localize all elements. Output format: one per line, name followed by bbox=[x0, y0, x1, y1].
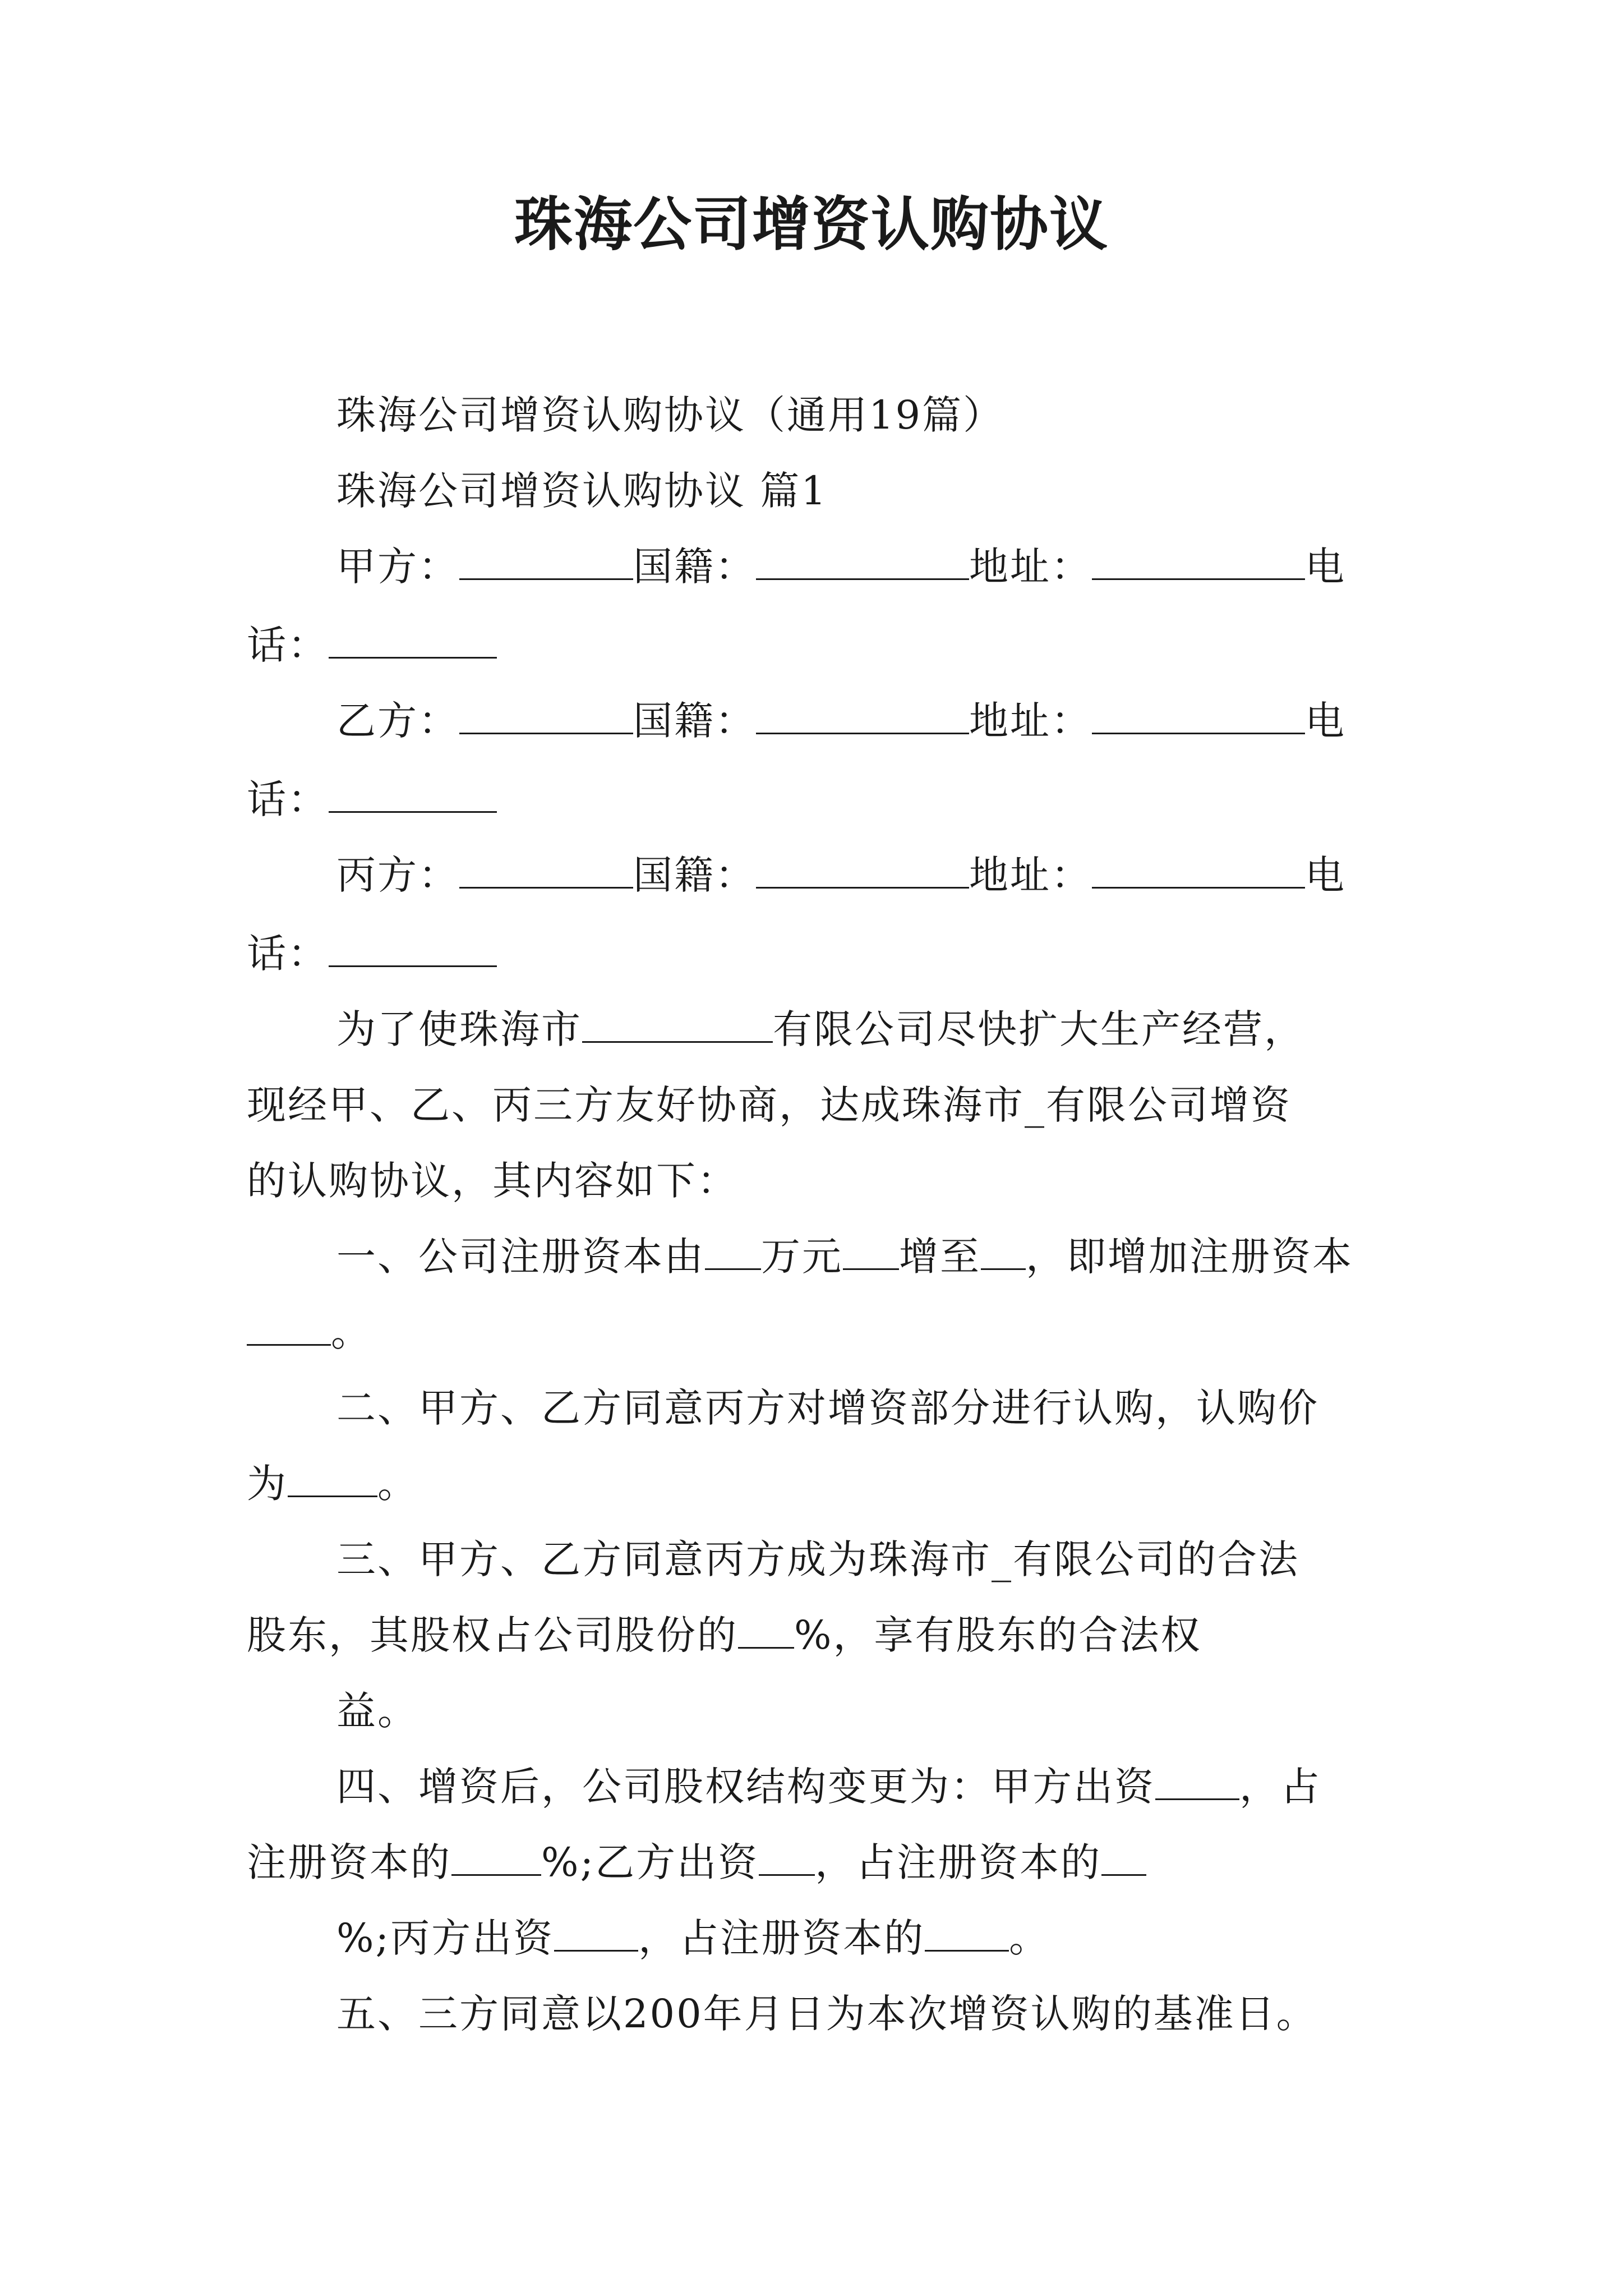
party-a-name-blank bbox=[459, 539, 633, 580]
clause-4-line-1 bbox=[336, 1759, 1321, 1815]
clause-1-text-e: 。 bbox=[331, 1309, 372, 1355]
clause-3-line-2 bbox=[247, 1607, 1202, 1663]
party-c-line bbox=[336, 847, 1346, 903]
clause-1-line-1 bbox=[336, 1228, 1353, 1285]
clause-2-price-blank bbox=[288, 1456, 377, 1497]
clause-4-text-b: ，占 bbox=[1239, 1764, 1321, 1810]
party-a-line bbox=[336, 539, 1346, 595]
clause-1-blank-target bbox=[981, 1229, 1026, 1270]
party-b-phone-label-start: 电 bbox=[1305, 698, 1346, 744]
clause-4-line-3 bbox=[336, 1910, 1050, 1966]
clause-4-line-2 bbox=[247, 1834, 1146, 1890]
clause-4-party-c-percent-blank bbox=[925, 1911, 1009, 1952]
clause-4-text-f: %;丙方出资 bbox=[336, 1915, 555, 1961]
party-b-label: 乙方： bbox=[336, 698, 459, 744]
clause-2-text-a: 为 bbox=[247, 1461, 288, 1507]
party-a-address-blank bbox=[1092, 539, 1305, 580]
clause-1-text-a: 一、公司注册资本由 bbox=[336, 1234, 705, 1280]
clause-4-party-a-capital-blank bbox=[1155, 1759, 1239, 1800]
party-c-phone-label-end: 话： bbox=[247, 931, 329, 977]
party-b-name-blank bbox=[459, 693, 633, 734]
party-a-address-label: 地址： bbox=[969, 544, 1092, 590]
party-a-phone-label-start: 电 bbox=[1305, 544, 1346, 590]
clause-3-line-3: 益。 bbox=[336, 1688, 418, 1734]
clause-4-party-b-percent-blank bbox=[1101, 1835, 1146, 1876]
clause-1-line-2 bbox=[247, 1304, 372, 1360]
party-c-address-label: 地址： bbox=[969, 852, 1092, 898]
clause-4-party-a-percent-blank bbox=[451, 1835, 541, 1876]
party-c-nationality-label: 国籍： bbox=[633, 852, 756, 898]
party-b-phone-line bbox=[247, 771, 497, 827]
party-b-address-label: 地址： bbox=[969, 698, 1092, 744]
party-a-phone-blank bbox=[329, 618, 497, 659]
party-a-label: 甲方： bbox=[336, 544, 459, 590]
clause-1-blank-increase bbox=[247, 1305, 331, 1346]
clause-1-blank-new bbox=[843, 1229, 899, 1270]
clause-4-text-a: 四、增资后，公司股权结构变更为：甲方出资 bbox=[336, 1764, 1155, 1810]
clause-5-line: 五、三方同意以200年月日为本次增资认购的基准日。 bbox=[336, 1991, 1317, 2037]
party-a-nationality-label: 国籍： bbox=[633, 544, 756, 590]
clause-3-share-blank bbox=[738, 1608, 794, 1649]
clause-1-blank-original bbox=[705, 1229, 761, 1270]
document-title: 珠海公司增资认购协议 bbox=[514, 190, 1109, 259]
party-c-nationality-blank bbox=[756, 848, 969, 889]
intro-line-3: 的认购协议，其内容如下： bbox=[247, 1158, 738, 1204]
party-c-phone-line bbox=[247, 926, 497, 982]
party-b-nationality-blank bbox=[756, 693, 969, 734]
clause-1-text-b: 万元 bbox=[761, 1234, 843, 1280]
clause-3-text-b: %，享有股东的合法权 bbox=[794, 1612, 1202, 1658]
intro-line-1 bbox=[336, 1001, 1305, 1057]
clause-1-text-d: ，即增加注册资本 bbox=[1026, 1234, 1353, 1280]
clause-2-line-2 bbox=[247, 1456, 418, 1512]
intro-company-blank bbox=[582, 1002, 773, 1043]
intro-line-2: 现经甲、乙、丙三方友好协商，达成珠海市_有限公司增资 bbox=[247, 1082, 1292, 1128]
party-c-phone-blank bbox=[329, 926, 497, 967]
party-c-address-blank bbox=[1092, 848, 1305, 889]
intro-text-end: 有限公司尽快扩大生产经营， bbox=[773, 1006, 1305, 1052]
party-c-name-blank bbox=[459, 848, 633, 889]
party-b-address-blank bbox=[1092, 693, 1305, 734]
intro-text-start: 为了使珠海市 bbox=[336, 1006, 582, 1052]
clause-4-text-g: ，占注册资本的 bbox=[638, 1915, 925, 1961]
party-c-label: 丙方： bbox=[336, 852, 459, 898]
clause-2-line-1: 二、甲方、乙方同意丙方对增资部分进行认购，认购价 bbox=[336, 1385, 1319, 1431]
clause-3-line-1: 三、甲方、乙方同意丙方成为珠海市_有限公司的合法 bbox=[336, 1536, 1299, 1582]
party-b-line bbox=[336, 693, 1346, 749]
party-b-nationality-label: 国籍： bbox=[633, 698, 756, 744]
clause-1-text-c: 增至 bbox=[899, 1234, 981, 1280]
clause-4-text-h: 。 bbox=[1009, 1915, 1050, 1961]
clause-4-text-e: ，占注册资本的 bbox=[815, 1839, 1102, 1885]
document-subtitle: 珠海公司增资认购协议（通用19篇） bbox=[336, 392, 1004, 438]
party-a-phone-line bbox=[247, 617, 497, 673]
clause-2-text-b: 。 bbox=[377, 1461, 418, 1507]
party-b-phone-label-end: 话： bbox=[247, 776, 329, 822]
section-heading: 珠海公司增资认购协议 篇1 bbox=[336, 468, 828, 514]
party-a-phone-label-end: 话： bbox=[247, 622, 329, 668]
party-b-phone-blank bbox=[329, 772, 497, 813]
clause-4-text-d: %;乙方出资 bbox=[541, 1839, 759, 1885]
clause-4-party-c-capital-blank bbox=[554, 1911, 638, 1952]
clause-3-text-a: 股东，其股权占公司股份的 bbox=[247, 1612, 738, 1658]
party-c-phone-label-start: 电 bbox=[1305, 852, 1346, 898]
party-a-nationality-blank bbox=[756, 539, 969, 580]
clause-4-party-b-capital-blank bbox=[759, 1835, 815, 1876]
clause-4-text-c: 注册资本的 bbox=[247, 1839, 451, 1885]
